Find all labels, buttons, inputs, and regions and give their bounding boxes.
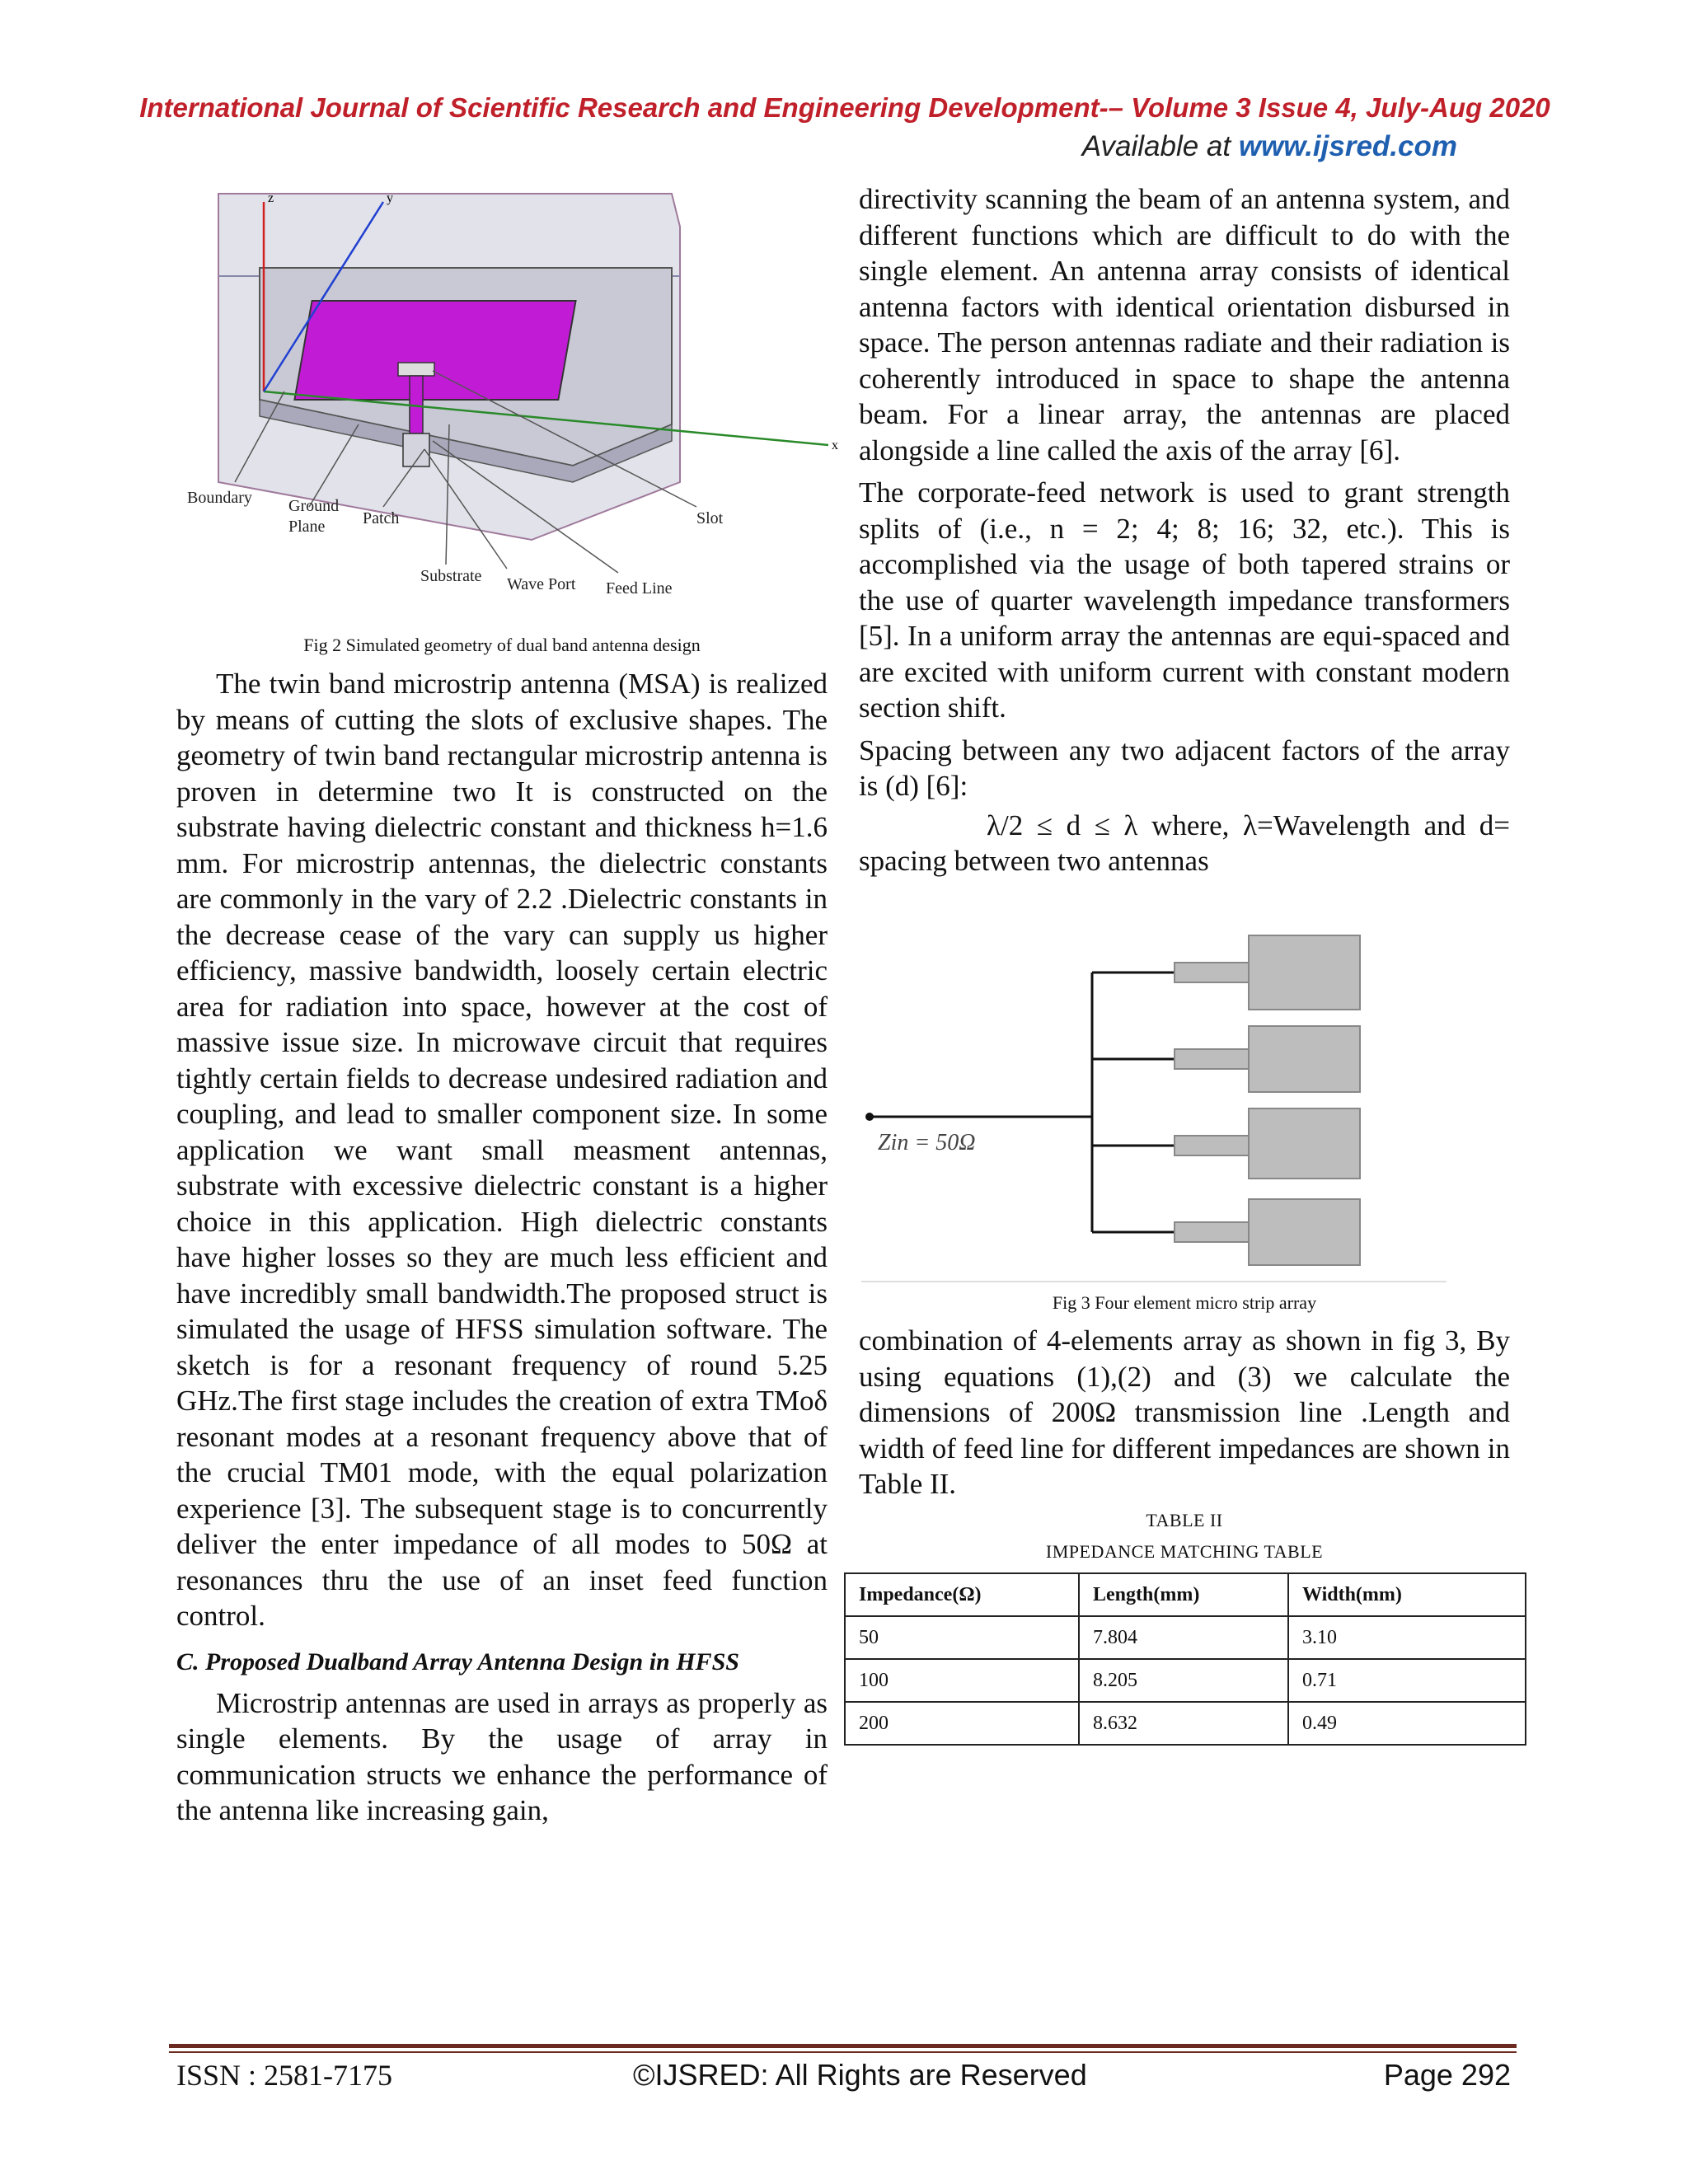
left-paragraph-1: The twin band microstrip antenna (MSA) is realized by means of cutting the slots of exclusive shapes. The geometry of twin band rectangular microstrip antenna is proven in determine two It is constructed on the substrate having dielectric constant and thickness h=1.6 mm. For microstrip antennas, the dielectric constants are commonly in the vary of 2.2 .Dielectric constants in the decrease cease of the vary can supply us higher efficiency, massive bandwidth, loosely certain electric area for radiation into space, however at the cost of massive issue size. In microwave circuit that requires tightly certain fields to decrease undesired radiation and coupling, and lead to smaller component size. In some application we want small measment antennas, substrate with excessive dielectric constant is a higher choice in this application. High dielectric constants have higher losses so they are much less efficient and have incredibly small bandwidth.The proposed struct is simulated the usage of HFSS simulation software. The sketch is for a resonant frequency of round 5.25 GHz.The first stage includes the creation of extra TMoδ resonant modes at a resonant frequency above that of the crucial TM01 mode, with the equal polarization experience [3]. The subsequent stage is to concurrently deliver the enter impedance of all modes to 50Ω at resonances thru the use of an inset feed function control. [176,668,828,1632]
figure-3-four-element-array [861,923,1447,1286]
table-row [845,1702,1526,1745]
table-row [845,1659,1526,1702]
table-subtitle: IMPEDANCE MATCHING TABLE [1045,1541,1324,1562]
figure-3-caption: Fig 3 Four element micro strip array [1052,1292,1317,1313]
slot-shape [398,363,434,376]
availability-line [1082,130,1457,163]
right-paragraph-1: directivity scanning the beam of an antenna system, and different functions which are difficult to do with the single element. An antenna array consists of identical antenna factors with identical orientation disbursed in space. The person antennas radiate and their radiation is coherently introduced in space to shape the antenna beam. For a linear array, the antennas are placed alongside a line called the axis of the array [6]. [859,183,1510,466]
table-cell: 0.49 [1288,1702,1526,1745]
axis-z-label: z [268,191,274,205]
right-column-text-bottom [859,1323,1510,1502]
right-column-text-top [859,181,1510,879]
table-cell: 7.804 [1079,1616,1288,1659]
table-row [845,1616,1526,1659]
footer-page-number: Page 292 [1383,2058,1511,2092]
left-column-text [176,666,828,1829]
figure-2-antenna-geometry [185,177,837,639]
label-plane: Plane [288,518,326,536]
journal-url-link[interactable]: www.ijsred.com [1238,130,1457,162]
right-paragraph-2: The corporate-feed network is used to grant strength splits of (i.e., n = 2; 4; 8; 16; 32, etc.). This is accomplished via the usage of both tapered strains or the use of quarter wavelength impedance transformers [5]. In a uniform array the antennas are equi-spaced and are excited with uniform current with constant modern section shift. [859,476,1510,724]
radiating-patch [294,301,575,400]
label-patch: Patch [363,509,400,527]
table-cell: 3.10 [1288,1616,1526,1659]
table-cell: 8.205 [1079,1659,1288,1702]
axis-y-label: y [387,191,393,205]
footer-rule-thick [169,2044,1517,2048]
table-header-row [845,1573,1526,1616]
table-cell: 50 [845,1616,1079,1659]
axis-x-label: x [832,438,838,452]
available-prefix: Available at [1081,130,1239,162]
label-slot: Slot [696,509,724,527]
table-header-cell: Length(mm) [1079,1573,1288,1616]
table-cell: 0.71 [1288,1659,1526,1702]
footer-issn: ISSN : 2581-7175 [176,2059,393,2092]
table-cell: 100 [845,1659,1079,1702]
section-c-heading: C. Proposed Dualband Array Antenna Design in HFSS [176,1647,739,1675]
right-paragraph-4: combination of 4-elements array as shown in fig 3, By using equations (1),(2) and (3) we calculate the dimensions of 200Ω transmission line .Length and width of feed line for different impedances are shown in Table II. [859,1324,1510,1500]
label-wave-port: Wave Port [507,575,576,593]
label-substrate: Substrate [420,567,482,585]
left-paragraph-2: Microstrip antennas are used in arrays as properly as single elements. By the usage of array in communication structs we enhance the performance of the antenna like increasing gain, [176,1686,828,1826]
impedance-matching-table [844,1572,1526,1746]
journal-header: International Journal of Scientific Research and Engineering Development-– Volume 3 Issue 4, July-Aug 2020 [139,92,1550,123]
label-ground: Ground [288,497,340,515]
label-boundary: Boundary [187,489,252,507]
spacing-equation: λ/2 ≤ d ≤ λ where, λ=Wavelength and d= spacing between two antennas [859,808,1510,877]
right-paragraph-3: Spacing between any two adjacent factors of the array is (d) [6]: [859,733,1510,802]
feed-point-dot [865,1113,874,1121]
table-header-cell: Width(mm) [1288,1573,1526,1616]
label-feed-line: Feed Line [606,579,673,598]
zin-label: Zin = 50Ω [878,1130,976,1155]
footer-copyright: ©IJSRED: All Rights are Reserved [633,2058,1087,2092]
footer-rule-thin [169,2051,1517,2053]
table-header-cell: Impedance(Ω) [845,1573,1079,1616]
figure-2-caption: Fig 2 Simulated geometry of dual band antenna design [303,635,701,655]
table-title: TABLE II [1146,1510,1223,1530]
table-cell: 8.632 [1079,1702,1288,1745]
table-cell: 200 [845,1702,1079,1745]
